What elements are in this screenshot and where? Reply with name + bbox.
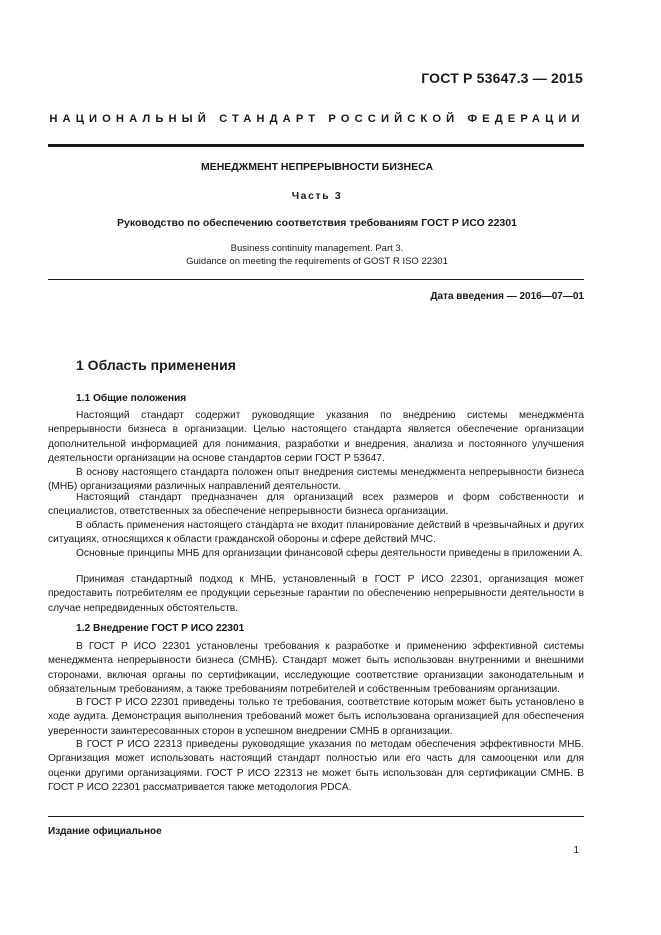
section-heading: 1 Область применения [76,357,236,373]
subsection-heading-1-1: 1.1 Общие положения [76,393,187,404]
paragraph: В ГОСТ Р ИСО 22301 приведены только те требования, соответствие которым может быть установлено в ходе аудита. Демонстрация выполнения требований может быть использована организацией для обеспечения уверенности заинтересованных сторон в успешном внедрении СМНБ в организации. [48,697,584,737]
paragraph: Настоящий стандарт содержит руководящие указания по внедрению системы менеджмента непрерывности бизнеса в организации. Целью настоящего стандарта является обеспечение организации дополнительной информацией для понимания, разработки и внедрения, анализа и постоянного улучшения деятельности организации на основе стандартов серии ГОСТ Р 53647. [48,410,584,464]
title-divider [48,279,584,280]
english-title [48,242,586,268]
footer-divider [48,816,584,817]
page-number: 1 [573,845,579,856]
document-part: Часть 3 [291,190,343,202]
standard-code: ГОСТ Р 53647.3 — 2015 [421,70,583,86]
paragraph: В область применения настоящего стандарта не входит планирование действий в чрезвычайных и других ситуациях, относящихся к области гражданской обороны и сфере действий МЧС. [48,520,584,546]
paragraph: Настоящий стандарт предназначен для организаций всех размеров и форм собственности и специалистов, ответственных за обеспечение непрерывности бизнеса организации. [48,492,584,518]
document-title: МЕНЕДЖМЕНТ НЕПРЕРЫВНОСТИ БИЗНЕСА [200,161,434,173]
national-standard-heading: НАЦИОНАЛЬНЫЙ СТАНДАРТ РОССИЙСКОЙ ФЕДЕРАЦИИ [49,113,585,125]
header-divider [48,144,584,147]
introduction-date: Дата введения — 2016—07—01 [430,291,584,302]
paragraph: Принимая стандартный подход к МНБ, установленный в ГОСТ Р ИСО 22301, организация может предоставить потребителям ее продукции серьезные гарантии по обеспечению непрерывности деятельности в случае непредвиденных обстоятельств. [48,574,584,614]
english-title-line-1: Business continuity management. Part 3. [230,243,404,254]
paragraph: Основные принципы МНБ для организации финансовой сферы деятельности приведены в приложении А. [76,548,583,559]
official-edition-label: Издание официальное [48,826,162,837]
english-title-line-2: Guidance on meeting the requirements of GOST R ISO 22301 [186,256,448,267]
subsection-heading-1-2: 1.2 Внедрение ГОСТ Р ИСО 22301 [76,623,245,634]
paragraph: В основу настоящего стандарта положен опыт внедрения системы менеджмента непрерывности бизнеса (МНБ) организациями различных направлений деятельности. [48,467,584,493]
paragraph: В ГОСТ Р ИСО 22313 приведены руководящие указания по методам обеспечения эффективности МНБ. Организация может использовать настоящий стандарт полностью или его часть для самооценки или для оценки другими организациями. ГОСТ Р ИСО 22313 не может быть использован для сертификации СМНБ. В ГОСТ Р ИСО 22301 рассматривается также методология PDCA. [48,739,584,793]
paragraph: В ГОСТ Р ИСО 22301 установлены требования к разработке и применению эффективной системы менеджмента непрерывности бизнеса (СМНБ). Стандарт может быть использован внутренними и внешними сторонами, включая органы по сертификации, исследующие соответствие организации законодательным и обязательным требованиям, а также требованиям потребителей и собственным требованиям организации. [48,641,584,695]
document-subtitle: Руководство по обеспечению соответствия требованиям ГОСТ Р ИСО 22301 [117,217,517,229]
